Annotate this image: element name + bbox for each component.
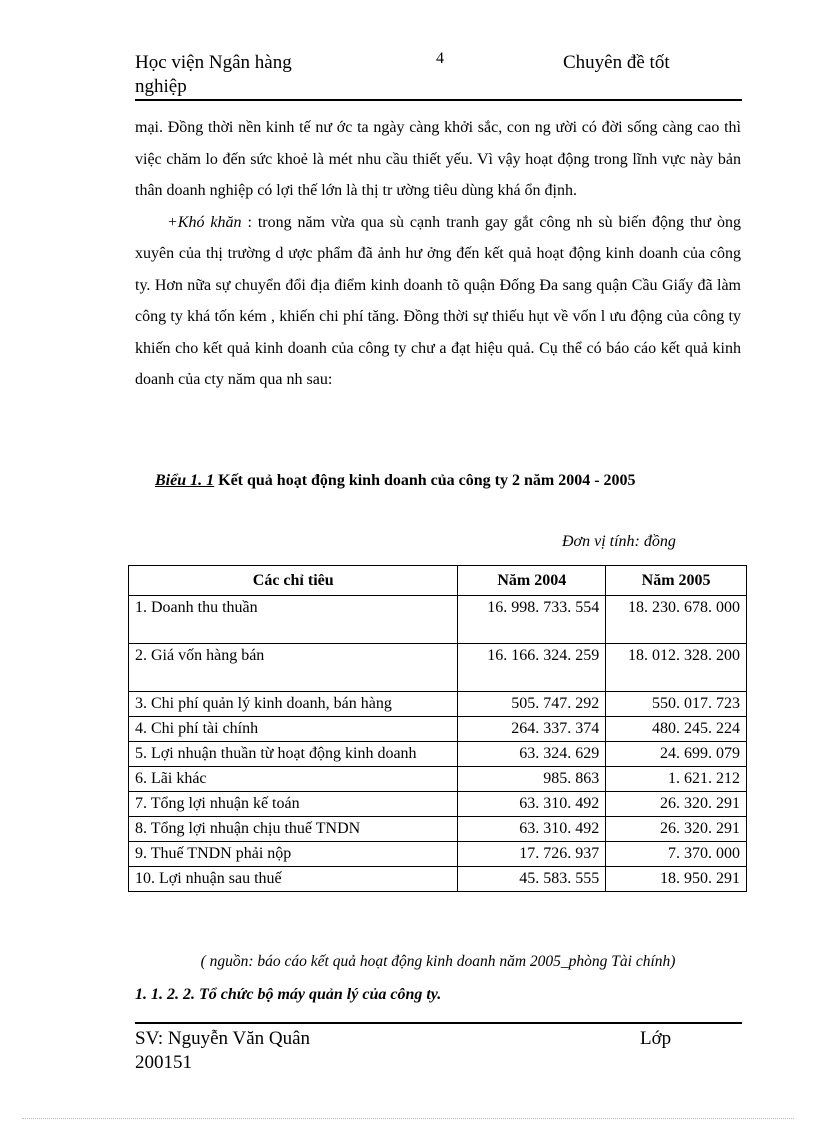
row-item: 2. Giá vốn hàng bán bbox=[129, 644, 458, 692]
table-row bbox=[129, 596, 747, 644]
row-item: 10. Lợi nhuận sau thuế bbox=[129, 867, 458, 892]
row-item: 8. Tổng lợi nhuận chịu thuế TNDN bbox=[129, 817, 458, 842]
row-value-2005: 18. 012. 328. 200 bbox=[606, 644, 747, 692]
paragraph-1: mại. Đồng thời nền kinh tế nư ớc ta ngày càng khởi sắc, con ng ười có đời sống càng cao thì việc chăm lo đến sức khoẻ là mét nhu cầu thiết yếu. Vì vậy hoạt động trong lĩnh vực này bản thân doanh nghiệp có lợi thế lớn là thị tr ường tiêu dùng khá ổn định. bbox=[135, 119, 741, 199]
header-institution: Học viện Ngân hàng bbox=[135, 52, 292, 73]
row-value-2005: 26. 320. 291 bbox=[606, 817, 747, 842]
row-value-2004: 63. 310. 492 bbox=[458, 792, 606, 817]
footer-student-id: 200151 bbox=[135, 1052, 192, 1073]
row-value-2004: 985. 863 bbox=[458, 767, 606, 792]
results-table bbox=[128, 565, 747, 892]
table-header-row bbox=[129, 566, 747, 596]
table-row bbox=[129, 742, 747, 767]
table-row bbox=[129, 717, 747, 742]
row-item: 3. Chi phí quản lý kinh doanh, bán hàng bbox=[129, 692, 458, 717]
header-document-type: Chuyên đề tốt bbox=[563, 52, 670, 73]
header-institution-cont: nghiệp bbox=[135, 76, 187, 97]
footer-student: SV: Nguyễn Văn Quân bbox=[135, 1028, 311, 1049]
row-value-2005: 24. 699. 079 bbox=[606, 742, 747, 767]
paragraph-2-text: : trong năm vừa qua sù cạnh tranh gay gắt công nh sù biến động thư òng xuyên của thị trường d ược phẩm đã ảnh hư ởng đến kết quả hoạt động kinh doanh của công ty. Hơn nữa sự chuyển đổi địa điểm kinh doanh tõ quận Đống Đa sang quận Cầu Giấy đã làm công ty khá tốn kém , khiến chi phí tăng. Đồng thời sự thiếu hụt về vốn l ưu động của công ty khiến cho kết quả kinh doanh của công ty chư a đạt hiệu quả. Cụ thể có báo cáo kết quả kinh doanh của cty năm qua nh sau: bbox=[135, 213, 741, 388]
row-value-2004: 17. 726. 937 bbox=[458, 842, 606, 867]
header-2004: Năm 2004 bbox=[458, 566, 606, 596]
row-value-2004: 45. 583. 555 bbox=[458, 867, 606, 892]
header-rule bbox=[135, 99, 742, 101]
page-edge-dots bbox=[22, 1118, 794, 1119]
row-item: 1. Doanh thu thuần bbox=[129, 596, 458, 644]
page-number: 4 bbox=[436, 50, 444, 67]
table-row bbox=[129, 842, 747, 867]
table-row bbox=[129, 644, 747, 692]
header-indicator: Các chỉ tiêu bbox=[129, 566, 458, 596]
paragraph-2-label: +Khó khăn bbox=[167, 213, 242, 231]
row-value-2005: 18. 950. 291 bbox=[606, 867, 747, 892]
header-2005: Năm 2005 bbox=[606, 566, 747, 596]
unit-note: Đơn vị tính: đồng bbox=[562, 533, 676, 550]
table-row bbox=[129, 867, 747, 892]
table-row bbox=[129, 692, 747, 717]
row-value-2004: 264. 337. 374 bbox=[458, 717, 606, 742]
row-value-2005: 26. 320. 291 bbox=[606, 792, 747, 817]
row-value-2005: 18. 230. 678. 000 bbox=[606, 596, 747, 644]
table-title-label: Biểu 1. 1 bbox=[155, 472, 215, 489]
row-value-2005: 7. 370. 000 bbox=[606, 842, 747, 867]
table-row bbox=[129, 817, 747, 842]
row-value-2005: 480. 245. 224 bbox=[606, 717, 747, 742]
table-title bbox=[135, 465, 741, 496]
section-heading: 1. 1. 2. 2. Tổ chức bộ máy quản lý của công ty. bbox=[135, 986, 442, 1003]
row-value-2004: 505. 747. 292 bbox=[458, 692, 606, 717]
row-value-2004: 16. 166. 324. 259 bbox=[458, 644, 606, 692]
row-value-2004: 63. 310. 492 bbox=[458, 817, 606, 842]
paragraph-2 bbox=[135, 207, 741, 396]
row-value-2005: 550. 017. 723 bbox=[606, 692, 747, 717]
row-item: 9. Thuế TNDN phải nộp bbox=[129, 842, 458, 867]
row-value-2005: 1. 621. 212 bbox=[606, 767, 747, 792]
table-source: ( nguồn: báo cáo kết quả hoạt động kinh doanh năm 2005_phòng Tài chính) bbox=[200, 953, 676, 970]
table-row bbox=[129, 792, 747, 817]
row-item: 7. Tổng lợi nhuận kế toán bbox=[129, 792, 458, 817]
row-item: 4. Chi phí tài chính bbox=[129, 717, 458, 742]
body-text bbox=[135, 112, 741, 396]
row-value-2004: 16. 998. 733. 554 bbox=[458, 596, 606, 644]
table-title-text: Kết quả hoạt động kinh doanh của công ty 2 năm 2004 - 2005 bbox=[214, 472, 636, 489]
footer-class: Lớp bbox=[640, 1028, 672, 1049]
row-item: 5. Lợi nhuận thuần từ hoạt động kinh doanh bbox=[129, 742, 458, 767]
table-row bbox=[129, 767, 747, 792]
row-value-2004: 63. 324. 629 bbox=[458, 742, 606, 767]
row-item: 6. Lãi khác bbox=[129, 767, 458, 792]
footer-rule bbox=[135, 1022, 742, 1024]
